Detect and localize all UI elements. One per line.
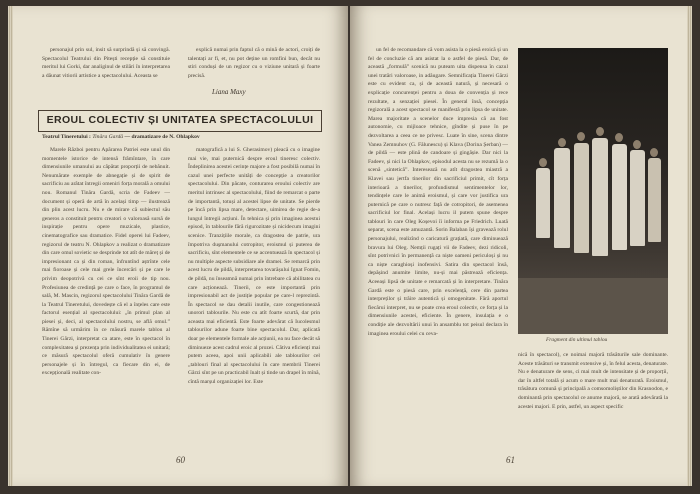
page-number-left: 60: [176, 455, 185, 465]
page-number-right: 61: [506, 455, 515, 465]
theatre-name: Teatrul Tineretului: [42, 134, 88, 140]
left-page: [8, 6, 348, 486]
article-subtitle: Teatrul Tineretului : Tinăra Gardă — dramatizare de N. Ohlapkov: [42, 134, 200, 140]
body-column-3: [368, 46, 508, 456]
actor-head: [615, 133, 623, 142]
author-signature: Liana Maxy: [212, 88, 246, 96]
subtitle-rest: — dramatizare de N. Ohlapkov: [124, 134, 200, 140]
actor-figure: [554, 148, 570, 248]
paragraph: un fel de recomandare că vom asista la o piesă eroică și un fel de concluzie că am asistat la o astfel de piesă. Dar, de această „formulă” scenică nu puteam uita dispensa în cazul unei tratări valoroase, in adăugare. Semnificația Tinerei Gărzi este cu evident ca, și de această natură, și necesară o explicație concurenței pentru a doua de convenția și rece rezultate, a senzației piesei. În general însă, concepția regizorală a acest spectacol se manifestă prin lipsa de unitate. Marea majoritate a scenelor duce impresia că au fost autonomie, cu mijloace tehnice, gîndite și puse în pe dezvoltarea a ceea ce ne privesc. Luate în sine, scena dintre Vanea Zemnuhov (G. Fălunescu) și Klava (Dorina Șerban) — de pildă — este plină de candoare și gingășie. Dar nici la Fadeev, și nici la Ohlapkov, episodul acesta nu se rezumă la o scenă „sintetică”. Interesează nu atît dragostea miastră a Klavei sau jertfa tinerilor din sacrificiul primit, cît forța interioară a tinerilor, profundismul sentimentelor lor, tendințele care le animă eroismul, și care vor justifica ura puternică pe care o nutresc față de cotropitori, de asemenea sacrificiul lor final. Același lucru il putem spune despre tablouri în care Oleg Koșevoi îi informa pe Friedrich. Luată separat, scena este amuzantă. Sorin Balaban își gravează rolul personajului, realizînd o caricatură grațiată, care diminuează bravura lui Oleg. Nemții rugați vii de Fadeev, dezi ridicoli, sînt potrivnici în permanență ca niște oameni periculoși și nu ca niște caraghioși inofensivi. Satira din spectacol însă, depășind anumite limite, nu-și mai păstrează eficiența. Aceeași lipsă de unitate e remarcată și în interpretare. Tinăra Gardă este o piesă care, prin excelență, cere din partea interpreților și trăire autentică și omogenitate. Fără aportul fiecărui interpret, nu se poate crea eroul colectiv, ce forța și la dimensiunile acestei, eficiente. În genere, insulația e o condiție ale dezvoltării unui în ansamblu tot peisul declara în imaginea eroului celei cu ceva-: [368, 47, 508, 337]
paragraph: nică în spectacol), ce noimai majoră trăsăturile sale dominante. Aceste trăsături se transmit extensive și, în felul acesta, denaturate. Nu e denaturare de sens, ci mai mult de intensitate și de proporții, dar în altfel totală și acum o mare mult mai denaturată. Eroismul, trăsătura comună și principală a comsomoliștilor din Krasnodon, e dominantă prin spectacolul ce anume majoră, se arată adevărată la acestei majori. E prin, astfel, un aspect specific: [518, 352, 668, 410]
body-column-2: [188, 146, 320, 448]
actor-head: [558, 138, 566, 147]
actor-head: [633, 140, 641, 149]
actor-head: [650, 148, 658, 157]
right-page: [350, 6, 692, 486]
actor-head: [596, 127, 604, 136]
paragraph: Marele Război pentru Apărarea Patriei este unul din momentele istorice de intensă frămîntare, în care dimensiunile umanului au căpătat proporții de nebănuit. Nenumărate exemple de abnegație și de spirit de sacrificiu au arătat întregii omeniri forța morală a omului nou. Romanul Tinăra Gardă, scria de Fadeev — document și operă de artă în același timp — ilustrează din plin acest lucru. Nu e de mirare că subiectul său generos a constituit pentru creatori o valoroasă sursă de inspirație pentru opere muzicale, plastice, cinematografice sau dramatice. Fidel operei lui Fadeev, regizorul de teatru N. Ohlapkov a realizat o dramatizare din care omul sovietic se desprinde tot atît de măreț și de impresionant ca și din roman, înfruntînd aștrînte cele mai fioroase și cele mai grele încercări și pe care le privim deopotrivă cu cei ce sînt eroii de tip nou. Profesiunea de credință pe care o face, în programul de sală, M. Mascin, regizorul spectacolului Tinăra Gardă de la Teatrul Tineretului, dovedește că el a înțeles care este factorul esențial al spectacolului: „în primul plan al piesei și, deci, al spectacolului nostru, se află omul.” Rămîne să urmărim în ce măsură marele tablou al Tinerei Gărzi, interpretat ca atare, este în spectacol în complexitatea și prezența prin individualitatea ei unitară; ce măsură spectacolul oferă cumulativ în genere personajele și în întregul, ca fiecare din ei, de excepțională realitate con-: [42, 147, 170, 377]
body-column-4: [518, 351, 668, 451]
paragraph: matografică a lui S. Gherasimov) pleacă cu o imagine mai vie, mai puternică despre eroul tineresc colectiv. Îndeplinirea acestei cerințe majore a fost posibilă numai în cazul unei perfecte unități de concepție a creatorilor spectacolului. Din păcate, conturarea eroului colectiv are meritul intrinsec al spectacolului, fiind de remarcat o parte de importantă, totuși al acestei lipse de unitate. Se pierde pe încă prin lipsa mare, detectare, uimirea de regie de-a lungul întregii acțiuni. În tehnica și prin imaginea acestui episod, în tablourile fără rigurozitate și nicidecum imagini scenice. Tranzițiile morale, ca dragostea de patrie, ura împotriva duşmanului cotropitor, eroismul și puterea de sacrificiu, sînt elementele ce se accentuează în spectacol și nu multiple aspecte subsidiare ale dramei. Se remarcă prin acest lucru de pildă, interpretarea tovarășului Ignat Fomin, de pildă, nu înseamnă numai prin întrebare că abilitatea cu care acționează. Tinerii, ce este importantă prin impresionabil act de justiție popular pe care-l reprezintă. În spectacol se dau detalii inutile, care congestionează unorori tablourile. Nu este cu atît foarte scurtă, dar prin aceasta mai eficientă. Este foarte adevărat că Iucolesmul tablourilor adune foarte bine spectacolul. Dar, aplicată doar pe elementele formale ale acțiunii, ea nu face decât să diminueze acest cadrul eroic al prozei. Cătiva eficienți mai putem aceea, apoi unii aplicabili ale tablourilor cel „tablouri final al spectacolului în care membrii Tinerei Gărzi sînt pe un practicabil înalt și tinde un drapel în mînă, cîntă marșul organizației lor. Este: [188, 147, 320, 386]
top-right-column: [188, 46, 320, 80]
paragraph: explică numai prin faptul că o mină de actori, croiți de talentați ar fi, et, nu pot deține un romfini bun, decât nu stiri conduși de un regizor cu o viziune unitară și foarte precisă.: [188, 47, 320, 79]
page-edge: [8, 6, 13, 486]
page-edge: [687, 6, 692, 486]
article-heading: EROUL COLECTIV ȘI UNITATEA SPECTACOLULUI: [46, 114, 314, 126]
actor-head: [539, 158, 547, 167]
top-left-column: [42, 46, 170, 80]
actor-head: [577, 132, 585, 141]
article-heading-box: [38, 110, 322, 132]
body-column-1: [42, 146, 170, 448]
stage-floor: [518, 278, 668, 334]
photo-caption: Fragment din ultimul tablou: [546, 337, 608, 343]
actor-figure: [612, 144, 627, 250]
paragraph: personajul prin sul, insit să surprindă și să convingă. Spectacolul Teatrului din Pitești recepție să constituie meritul lui Gorki, dar analiginul de stilări în interpretarea a dăunat vitiorii artistice a spectacolului. Aceasta se: [42, 47, 170, 79]
actor-figure: [574, 143, 589, 253]
play-title: Tinăra Gardă: [92, 134, 124, 140]
actor-figure: [592, 138, 608, 256]
actor-figure: [630, 150, 645, 246]
actor-figure: [648, 158, 661, 242]
stage-photo: [518, 48, 668, 334]
actor-figure: [536, 168, 550, 238]
